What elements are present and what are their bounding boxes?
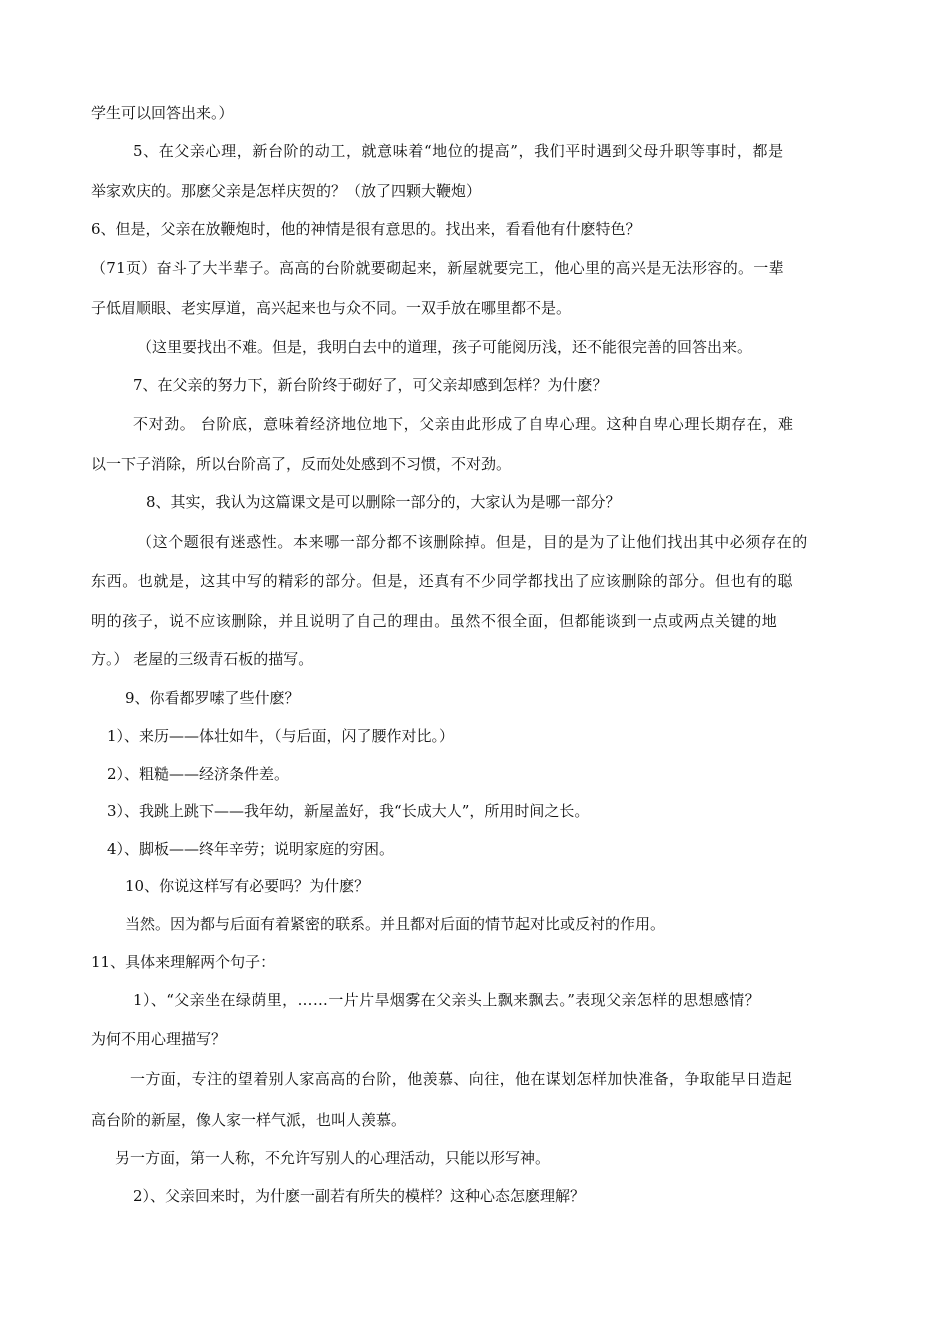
text-line: 举家欢庆的。那麽父亲是怎样庆贺的？（放了四颗大鞭炮） [91, 182, 482, 200]
text-line: 11、具体来理解两个句子： [91, 953, 276, 971]
text-line: 以一下子消除，所以台阶高了，反而处处感到不习惯，不对劲。 [91, 455, 512, 473]
text-line: 学生可以回答出来。） [91, 104, 234, 122]
text-line: 子低眉顺眼、老实厚道，高兴起来也与众不同。一双手放在哪里都不是。 [91, 299, 572, 317]
text-line: （这个题很有迷惑性。本来哪一部分都不该删除掉。但是，目的是为了让他们找出其中必须存在的 [137, 533, 808, 551]
text-line: 一方面，专注的望着别人家高高的台阶，他羡慕、向往，他在谋划怎样加快准备，争取能早日造起 [130, 1070, 793, 1088]
text-line: 6、但是，父亲在放鞭炮时，他的神情是很有意思的。找出来，看看他有什麽特色？ [91, 220, 641, 238]
text-line: （这里要找出不难。但是，我明白去中的道理，孩子可能阅历浅，还不能很完善的回答出来。 [137, 338, 753, 356]
text-line: 10、你说这样写有必要吗？为什麽？ [125, 877, 370, 895]
text-line: 明的孩子，说不应该删除，并且说明了自己的理由。虽然不很全面，但都能谈到一点或两点关键的地 [91, 612, 778, 630]
text-line: 4）、脚板——终年辛劳；说明家庭的穷困。 [107, 840, 395, 858]
text-line: 1）、来历——体壮如牛，（与后面，闪了腰作对比。） [107, 727, 455, 745]
text-line: 东西。也就是，这其中写的精彩的部分。但是，还真有不少同学都找出了应该删除的部分。但也有的聪 [91, 572, 794, 590]
text-line: 高台阶的新屋，像人家一样气派，也叫人羡慕。 [91, 1111, 407, 1129]
text-line: 当然。因为都与后面有着紧密的联系。并且都对后面的情节起对比或反衬的作用。 [125, 915, 666, 933]
text-line: 2）、父亲回来时，为什麽一副若有所失的模样？这种心态怎麽理解？ [133, 1187, 586, 1205]
text-line: 不对劲。 台阶底，意味着经济地位地下，父亲由此形成了自卑心理。这种自卑心理长期存在，难 [133, 415, 794, 433]
text-line: 8、其实，我认为这篇课文是可以删除一部分的，大家认为是哪一部分？ [146, 493, 621, 511]
text-line: 方。） 老屋的三级青石板的描写。 [91, 650, 314, 668]
text-line: 2）、粗糙——经济条件差。 [107, 765, 290, 783]
text-line: 5、在父亲心理，新台阶的动工，就意味着“地位的提高”，我们平时遇到父母升职等事时，都是 [133, 142, 784, 160]
text-line: 为何不用心理描写？ [91, 1030, 227, 1048]
text-line: 7、在父亲的努力下，新台阶终于砌好了，可父亲却感到怎样？为什麽？ [133, 376, 608, 394]
text-line: 另一方面，第一人称，不允许写别人的心理活动，只能以形写神。 [115, 1149, 551, 1167]
text-line: （71页）奋斗了大半辈子。高高的台阶就要砌起来，新屋就要完工，他心里的高兴是无法形容的。一辈 [91, 259, 784, 277]
text-line: 9、你看都罗嗦了些什麽？ [125, 689, 300, 707]
text-line: 1）、“父亲坐在绿荫里，……一片片旱烟雾在父亲头上飘来飘去。”表现父亲怎样的思想感情？ [133, 991, 761, 1009]
text-line: 3）、我跳上跳下——我年幼，新屋盖好，我“长成大人”，所用时间之长。 [107, 802, 590, 820]
